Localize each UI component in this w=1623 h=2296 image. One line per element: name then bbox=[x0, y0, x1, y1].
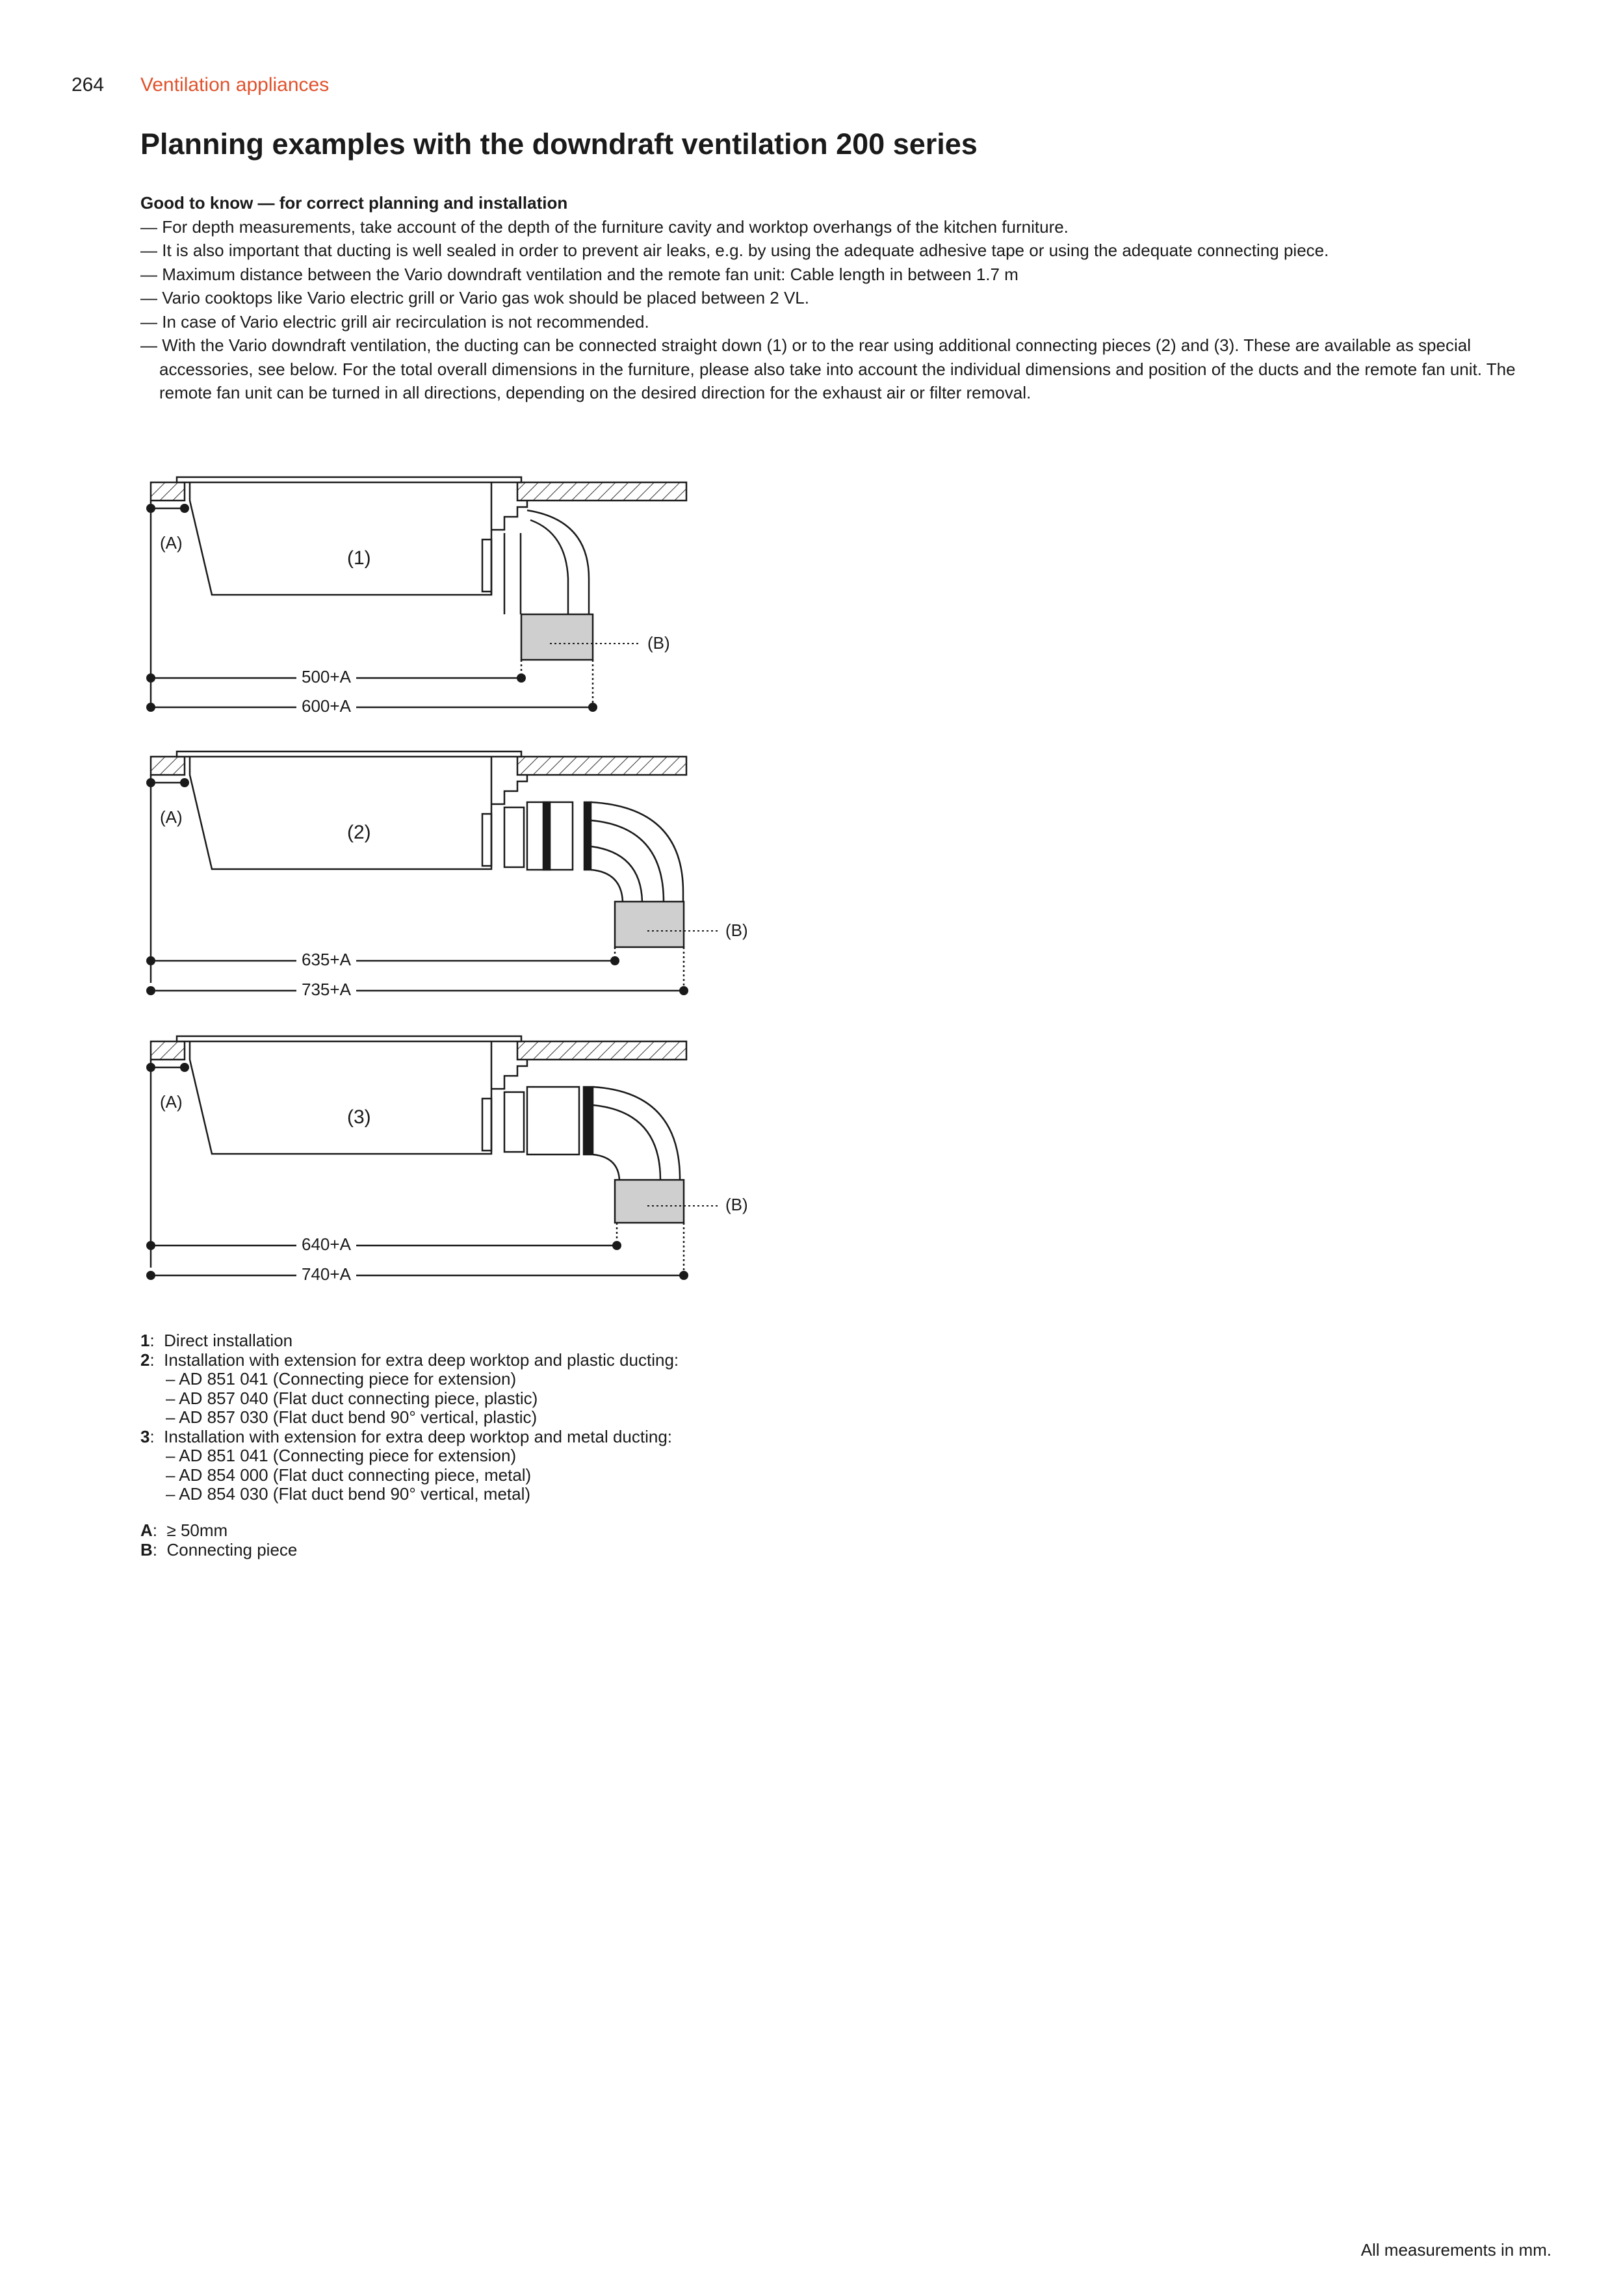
key-a: A bbox=[140, 1520, 153, 1540]
legend-text-2: Installation with extension for extra deep worktop and plastic ducting: bbox=[164, 1350, 679, 1370]
label-a: (A) bbox=[160, 533, 183, 553]
legend-text-3: Installation with extension for extra deep worktop and metal ducting: bbox=[164, 1426, 673, 1446]
legend-sub-item: – AD 857 040 (Flat duct connecting piece, plastic) bbox=[166, 1388, 538, 1408]
diagram-number: (2) bbox=[347, 822, 371, 843]
key-a-text: ≥ 50mm bbox=[166, 1520, 228, 1540]
legend-sub-item: – AD 851 041 (Connecting piece for extension) bbox=[166, 1369, 517, 1389]
legend-key-3: 3 bbox=[140, 1426, 150, 1446]
footer-note: All measurements in mm. bbox=[1360, 2240, 1552, 2260]
legend-sub-item: – AD 857 030 (Flat duct bend 90° vertical, plastic) bbox=[166, 1407, 538, 1427]
diagram-direct-installation bbox=[140, 468, 712, 741]
legend-sub-item: – AD 851 041 (Connecting piece for extension) bbox=[166, 1446, 517, 1465]
page-number: 264 bbox=[71, 74, 105, 96]
intro-bullet: — Vario cooktops like Vario electric grill or Vario gas wok should be placed between 2 VL. bbox=[140, 288, 809, 307]
intro-bullet: — In case of Vario electric grill air recirculation is not recommended. bbox=[140, 311, 649, 332]
key-b: B bbox=[140, 1539, 153, 1559]
dimension-outer: 735+A bbox=[296, 980, 356, 1000]
dimension-inner: 500+A bbox=[296, 667, 356, 687]
dimension-inner: 640+A bbox=[296, 1234, 356, 1255]
label-a: (A) bbox=[160, 1092, 183, 1112]
page-title: Planning examples with the downdraft ventilation 200 series bbox=[140, 127, 978, 161]
intro-bullet: — Maximum distance between the Vario downdraft ventilation and the remote fan unit: Cable length in between 1.7 m bbox=[140, 264, 1019, 284]
dimension-keys: A: ≥ 50mm B: Connecting piece bbox=[140, 1520, 298, 1559]
intro-block bbox=[140, 191, 1551, 405]
legend-sub-item: – AD 854 030 (Flat duct bend 90° vertical, metal) bbox=[166, 1484, 531, 1504]
label-a: (A) bbox=[160, 807, 183, 827]
intro-bullet: — For depth measurements, take account of the depth of the furniture cavity and worktop overhangs of the kitchen furniture. bbox=[140, 216, 1069, 237]
legend: 1: Direct installation 2: Installation with extension for extra deep worktop and plastic ducting: – AD 851 041 (Connecting piece for extension) – AD 857 040 (Flat duct connecting piece, plastic) – AD 857 030 (Flat duct bend 90° vertical, plastic) 3: Installation with extension for extra deep worktop and metal ducting: – AD 851 041 (Connecting piece for extension) – AD 854 000 (Flat duct connecting piece, metal) – AD 854 030 (Flat duct bend 90° vertical, metal) bbox=[140, 1331, 679, 1504]
label-b: (B) bbox=[647, 633, 670, 653]
diagram-number: (3) bbox=[347, 1106, 371, 1128]
legend-text-1: Direct installation bbox=[164, 1331, 293, 1350]
legend-key-2: 2 bbox=[140, 1350, 150, 1370]
diagram-plastic-extension bbox=[140, 742, 748, 1015]
label-b: (B) bbox=[725, 920, 748, 940]
diagram-number: (1) bbox=[347, 547, 371, 569]
legend-key-1: 1 bbox=[140, 1331, 150, 1350]
diagram-3-drawing bbox=[140, 1027, 712, 1300]
intro-bullet: — With the Vario downdraft ventilation, the ducting can be connected straight down (1) or to the rear using additional connecting pieces (2) and (3). These are available as special accessories, see below. For the total overall dimensions in the furniture, please also take into account the individual dimensions and position of the ducts and the remote fan unit. The remote fan unit can be turned in all directions, depending on the desired direction for the exhaust air or filter removal. bbox=[140, 335, 1516, 402]
diagram-2-drawing bbox=[140, 742, 712, 1015]
dimension-outer: 600+A bbox=[296, 696, 356, 716]
diagram-metal-extension bbox=[140, 1027, 748, 1300]
intro-bullet: — It is also important that ducting is well sealed in order to prevent air leaks, e.g. by using the adequate adhesive tape or using the adequate connecting piece. bbox=[140, 241, 1329, 260]
dimension-outer: 740+A bbox=[296, 1264, 356, 1285]
legend-sub-item: – AD 854 000 (Flat duct connecting piece, metal) bbox=[166, 1465, 532, 1485]
dimension-inner: 635+A bbox=[296, 950, 356, 970]
key-b-text: Connecting piece bbox=[166, 1539, 298, 1559]
intro-heading: Good to know — for correct planning and installation bbox=[140, 193, 568, 213]
diagram-1-drawing bbox=[140, 468, 712, 741]
label-b: (B) bbox=[725, 1195, 748, 1214]
section-title: Ventilation appliances bbox=[140, 74, 330, 96]
